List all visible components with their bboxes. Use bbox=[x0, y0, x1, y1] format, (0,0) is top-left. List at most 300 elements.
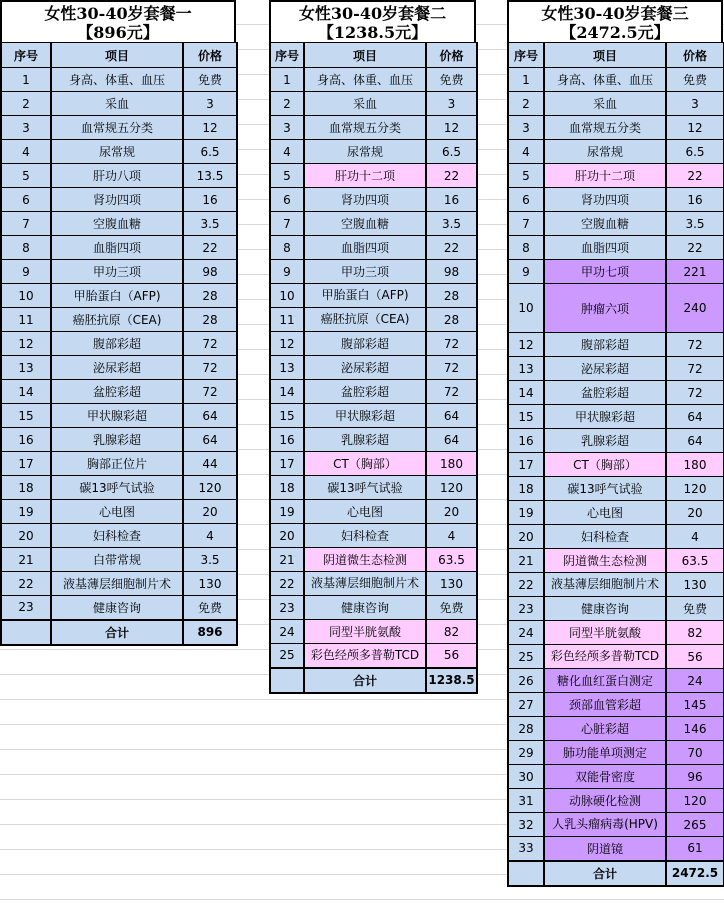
package-1-price: 【896元】 bbox=[77, 23, 159, 42]
row-price: 免费 bbox=[426, 596, 477, 620]
row-number: 3 bbox=[1, 116, 51, 140]
total-row bbox=[508, 861, 724, 886]
row-number: 26 bbox=[508, 669, 544, 693]
package-1-title bbox=[0, 0, 236, 42]
row-number: 2 bbox=[1, 92, 51, 116]
total-blank bbox=[1, 620, 51, 645]
row-item: 采血 bbox=[544, 92, 666, 116]
row-item: 泌尿彩超 bbox=[304, 356, 426, 380]
table-row bbox=[508, 284, 724, 333]
row-item: 妇科检查 bbox=[304, 524, 426, 548]
row-item: 身高、体重、血压 bbox=[304, 68, 426, 92]
row-number: 21 bbox=[1, 548, 51, 572]
row-item: 采血 bbox=[304, 92, 426, 116]
table-row bbox=[270, 236, 477, 260]
row-item: 甲功三项 bbox=[304, 260, 426, 284]
row-number: 23 bbox=[270, 596, 304, 620]
row-number: 29 bbox=[508, 741, 544, 765]
row-price: 12 bbox=[666, 116, 724, 140]
row-price: 145 bbox=[666, 693, 724, 717]
total-blank bbox=[270, 668, 304, 693]
package-1-name: 女性30-40岁套餐一 bbox=[44, 4, 192, 23]
row-price: 28 bbox=[183, 284, 237, 308]
row-price: 3.5 bbox=[183, 548, 237, 572]
table-row bbox=[270, 164, 477, 188]
header-row bbox=[508, 43, 724, 68]
table-row bbox=[270, 260, 477, 284]
row-price: 70 bbox=[666, 741, 724, 765]
row-price: 82 bbox=[426, 620, 477, 644]
row-item: 颈部血管彩超 bbox=[544, 693, 666, 717]
table-row bbox=[1, 500, 237, 524]
total-blank bbox=[508, 861, 544, 886]
row-number: 2 bbox=[270, 92, 304, 116]
row-number: 23 bbox=[508, 597, 544, 621]
row-item: 腹部彩超 bbox=[304, 332, 426, 356]
row-price: 240 bbox=[666, 284, 724, 333]
table-row bbox=[1, 380, 237, 404]
header-row bbox=[270, 43, 477, 68]
row-item: 甲胎蛋白（AFP) bbox=[304, 284, 426, 308]
table-row bbox=[270, 428, 477, 452]
header-no: 序号 bbox=[270, 43, 304, 68]
row-number: 4 bbox=[508, 140, 544, 164]
total-row bbox=[1, 620, 237, 645]
row-price: 120 bbox=[666, 789, 724, 813]
row-price: 72 bbox=[666, 381, 724, 405]
row-number: 5 bbox=[270, 164, 304, 188]
row-price: 82 bbox=[666, 621, 724, 645]
table-row bbox=[1, 260, 237, 284]
header-price: 价格 bbox=[666, 43, 724, 68]
table-row bbox=[270, 308, 477, 332]
row-price: 130 bbox=[666, 573, 724, 597]
row-price: 28 bbox=[183, 308, 237, 332]
row-item: 泌尿彩超 bbox=[51, 356, 183, 380]
row-price: 4 bbox=[426, 524, 477, 548]
row-price: 120 bbox=[426, 476, 477, 500]
row-item: 盆腔彩超 bbox=[304, 380, 426, 404]
row-item: 肾功四项 bbox=[51, 188, 183, 212]
package-2-title bbox=[269, 0, 476, 42]
row-price: 96 bbox=[666, 765, 724, 789]
row-price: 12 bbox=[183, 116, 237, 140]
table-row bbox=[270, 212, 477, 236]
header-price: 价格 bbox=[426, 43, 477, 68]
table-row bbox=[270, 188, 477, 212]
row-number: 9 bbox=[508, 260, 544, 284]
row-number: 4 bbox=[270, 140, 304, 164]
row-item: 液基薄层细胞制片术 bbox=[544, 573, 666, 597]
total-label: 合计 bbox=[51, 620, 183, 645]
row-item: 心电图 bbox=[544, 501, 666, 525]
row-item: 双能骨密度 bbox=[544, 765, 666, 789]
row-item: 尿常规 bbox=[304, 140, 426, 164]
table-row bbox=[270, 116, 477, 140]
row-item: 阴道微生态检测 bbox=[304, 548, 426, 572]
row-number: 23 bbox=[1, 596, 51, 620]
row-number: 12 bbox=[508, 333, 544, 357]
row-item: 血常规五分类 bbox=[51, 116, 183, 140]
row-price: 24 bbox=[666, 669, 724, 693]
table-row bbox=[508, 789, 724, 813]
row-number: 17 bbox=[270, 452, 304, 476]
row-number: 6 bbox=[270, 188, 304, 212]
table-row bbox=[508, 477, 724, 501]
row-item: 肝功十二项 bbox=[304, 164, 426, 188]
package-2 bbox=[269, 0, 476, 694]
total-row bbox=[270, 668, 477, 693]
table-row bbox=[270, 332, 477, 356]
total-value: 896 bbox=[183, 620, 237, 645]
row-number: 19 bbox=[508, 501, 544, 525]
row-item: 肾功四项 bbox=[544, 188, 666, 212]
row-price: 28 bbox=[426, 308, 477, 332]
package-3-name: 女性30-40岁套餐三 bbox=[541, 4, 689, 23]
row-number: 2 bbox=[508, 92, 544, 116]
table-row bbox=[508, 68, 724, 92]
row-number: 20 bbox=[508, 525, 544, 549]
row-price: 180 bbox=[426, 452, 477, 476]
row-item: 液基薄层细胞制片术 bbox=[304, 572, 426, 596]
table-row bbox=[270, 452, 477, 476]
row-price: 72 bbox=[426, 380, 477, 404]
table-row bbox=[1, 284, 237, 308]
row-number: 16 bbox=[508, 429, 544, 453]
row-item: 采血 bbox=[51, 92, 183, 116]
row-item: 动脉硬化检测 bbox=[544, 789, 666, 813]
table-row bbox=[1, 524, 237, 548]
row-price: 64 bbox=[426, 428, 477, 452]
row-number: 8 bbox=[270, 236, 304, 260]
total-value: 2472.5 bbox=[666, 861, 724, 886]
header-item: 项目 bbox=[304, 43, 426, 68]
row-price: 22 bbox=[666, 236, 724, 260]
row-number: 22 bbox=[1, 572, 51, 596]
row-number: 14 bbox=[270, 380, 304, 404]
row-number: 1 bbox=[508, 68, 544, 92]
row-item: 腹部彩超 bbox=[51, 332, 183, 356]
row-price: 免费 bbox=[666, 597, 724, 621]
row-number: 20 bbox=[270, 524, 304, 548]
row-price: 22 bbox=[426, 236, 477, 260]
row-item: 心电图 bbox=[51, 500, 183, 524]
row-number: 7 bbox=[270, 212, 304, 236]
row-price: 72 bbox=[183, 380, 237, 404]
row-price: 免费 bbox=[183, 596, 237, 620]
row-price: 64 bbox=[183, 404, 237, 428]
row-price: 72 bbox=[183, 356, 237, 380]
table-row bbox=[508, 621, 724, 645]
table-row bbox=[508, 741, 724, 765]
row-item: 空腹血糖 bbox=[304, 212, 426, 236]
table-row bbox=[508, 453, 724, 477]
row-price: 72 bbox=[426, 332, 477, 356]
row-number: 7 bbox=[1, 212, 51, 236]
table-row bbox=[1, 236, 237, 260]
row-item: 血常规五分类 bbox=[304, 116, 426, 140]
row-item: 心电图 bbox=[304, 500, 426, 524]
row-price: 16 bbox=[426, 188, 477, 212]
row-price: 3 bbox=[183, 92, 237, 116]
row-item: 空腹血糖 bbox=[51, 212, 183, 236]
row-price: 120 bbox=[183, 476, 237, 500]
table-row bbox=[270, 548, 477, 572]
row-number: 13 bbox=[1, 356, 51, 380]
row-number: 13 bbox=[508, 357, 544, 381]
row-number: 6 bbox=[508, 188, 544, 212]
row-item: 胸部正位片 bbox=[51, 452, 183, 476]
row-number: 27 bbox=[508, 693, 544, 717]
table-row bbox=[508, 140, 724, 164]
row-number: 15 bbox=[1, 404, 51, 428]
header-item: 项目 bbox=[51, 43, 183, 68]
table-row bbox=[270, 500, 477, 524]
row-number: 9 bbox=[270, 260, 304, 284]
header-item: 项目 bbox=[544, 43, 666, 68]
row-item: 碳13呼气试验 bbox=[304, 476, 426, 500]
row-price: 3 bbox=[426, 92, 477, 116]
row-item: 血脂四项 bbox=[51, 236, 183, 260]
table-row bbox=[270, 644, 477, 668]
table-row bbox=[508, 597, 724, 621]
row-price: 3 bbox=[666, 92, 724, 116]
row-number: 18 bbox=[1, 476, 51, 500]
table-row bbox=[508, 693, 724, 717]
row-number: 15 bbox=[270, 404, 304, 428]
row-price: 20 bbox=[183, 500, 237, 524]
row-item: 碳13呼气试验 bbox=[544, 477, 666, 501]
table-row bbox=[270, 620, 477, 644]
table-row bbox=[1, 332, 237, 356]
row-price: 16 bbox=[183, 188, 237, 212]
row-price: 4 bbox=[183, 524, 237, 548]
table-row bbox=[270, 524, 477, 548]
row-item: 肿瘤六项 bbox=[544, 284, 666, 333]
row-item: 健康咨询 bbox=[304, 596, 426, 620]
table-row bbox=[1, 596, 237, 620]
table-row bbox=[508, 573, 724, 597]
row-number: 33 bbox=[508, 837, 544, 861]
row-item: 甲状腺彩超 bbox=[304, 404, 426, 428]
row-item: 乳腺彩超 bbox=[544, 429, 666, 453]
header-price: 价格 bbox=[183, 43, 237, 68]
row-price: 4 bbox=[666, 525, 724, 549]
table-row bbox=[1, 92, 237, 116]
row-number: 14 bbox=[508, 381, 544, 405]
row-item: 乳腺彩超 bbox=[51, 428, 183, 452]
row-item: 彩色经颅多普勒TCD bbox=[304, 644, 426, 668]
row-number: 6 bbox=[1, 188, 51, 212]
table-row bbox=[1, 572, 237, 596]
row-price: 64 bbox=[666, 429, 724, 453]
table-row bbox=[1, 548, 237, 572]
total-label: 合计 bbox=[544, 861, 666, 886]
row-price: 3.5 bbox=[183, 212, 237, 236]
table-row bbox=[270, 572, 477, 596]
header-no: 序号 bbox=[508, 43, 544, 68]
row-number: 20 bbox=[1, 524, 51, 548]
row-price: 63.5 bbox=[426, 548, 477, 572]
header-no: 序号 bbox=[1, 43, 51, 68]
table-row bbox=[508, 333, 724, 357]
row-price: 130 bbox=[426, 572, 477, 596]
row-number: 10 bbox=[270, 284, 304, 308]
table-row bbox=[270, 596, 477, 620]
total-label: 合计 bbox=[304, 668, 426, 693]
row-number: 11 bbox=[270, 308, 304, 332]
row-number: 30 bbox=[508, 765, 544, 789]
row-item: 空腹血糖 bbox=[544, 212, 666, 236]
table-row bbox=[270, 356, 477, 380]
row-number: 25 bbox=[508, 645, 544, 669]
table-row bbox=[1, 164, 237, 188]
row-number: 28 bbox=[508, 717, 544, 741]
row-number: 11 bbox=[1, 308, 51, 332]
table-row bbox=[1, 356, 237, 380]
table-row bbox=[270, 284, 477, 308]
table-row bbox=[270, 404, 477, 428]
row-item: 阴道镜 bbox=[544, 837, 666, 861]
row-price: 6.5 bbox=[183, 140, 237, 164]
row-number: 12 bbox=[270, 332, 304, 356]
row-price: 12 bbox=[426, 116, 477, 140]
row-number: 1 bbox=[1, 68, 51, 92]
table-row bbox=[1, 116, 237, 140]
table-row bbox=[270, 380, 477, 404]
row-number: 7 bbox=[508, 212, 544, 236]
table-row bbox=[508, 212, 724, 236]
table-row bbox=[508, 357, 724, 381]
row-item: 碳13呼气试验 bbox=[51, 476, 183, 500]
row-number: 24 bbox=[270, 620, 304, 644]
table-row bbox=[1, 68, 237, 92]
table-row bbox=[508, 381, 724, 405]
row-item: 尿常规 bbox=[544, 140, 666, 164]
package-1 bbox=[0, 0, 236, 646]
row-number: 5 bbox=[508, 164, 544, 188]
row-item: 白带常规 bbox=[51, 548, 183, 572]
row-item: 乳腺彩超 bbox=[304, 428, 426, 452]
row-price: 20 bbox=[426, 500, 477, 524]
package-2-table bbox=[269, 42, 478, 694]
row-number: 9 bbox=[1, 260, 51, 284]
table-row bbox=[1, 428, 237, 452]
total-value: 1238.5 bbox=[426, 668, 477, 693]
row-price: 28 bbox=[426, 284, 477, 308]
row-price: 22 bbox=[666, 164, 724, 188]
row-item: 癌胚抗原（CEA) bbox=[304, 308, 426, 332]
table-row bbox=[508, 92, 724, 116]
row-price: 13.5 bbox=[183, 164, 237, 188]
row-item: 彩色经颅多普勒TCD bbox=[544, 645, 666, 669]
table-row bbox=[508, 501, 724, 525]
row-price: 免费 bbox=[426, 68, 477, 92]
row-number: 22 bbox=[508, 573, 544, 597]
table-row bbox=[508, 164, 724, 188]
table-row bbox=[508, 717, 724, 741]
row-price: 22 bbox=[183, 236, 237, 260]
row-item: 癌胚抗原（CEA) bbox=[51, 308, 183, 332]
table-row bbox=[270, 476, 477, 500]
row-number: 8 bbox=[508, 236, 544, 260]
row-number: 8 bbox=[1, 236, 51, 260]
row-item: 肾功四项 bbox=[304, 188, 426, 212]
row-item: 心脏彩超 bbox=[544, 717, 666, 741]
row-number: 18 bbox=[270, 476, 304, 500]
row-number: 3 bbox=[508, 116, 544, 140]
row-price: 98 bbox=[183, 260, 237, 284]
row-number: 4 bbox=[1, 140, 51, 164]
table-row bbox=[508, 188, 724, 212]
row-item: 阴道微生态检测 bbox=[544, 549, 666, 573]
table-row bbox=[508, 813, 724, 837]
row-number: 31 bbox=[508, 789, 544, 813]
row-price: 63.5 bbox=[666, 549, 724, 573]
table-row bbox=[1, 452, 237, 476]
row-number: 32 bbox=[508, 813, 544, 837]
row-item: 盆腔彩超 bbox=[544, 381, 666, 405]
row-item: 身高、体重、血压 bbox=[544, 68, 666, 92]
row-price: 免费 bbox=[666, 68, 724, 92]
row-price: 265 bbox=[666, 813, 724, 837]
table-row bbox=[508, 116, 724, 140]
row-number: 1 bbox=[270, 68, 304, 92]
row-price: 72 bbox=[426, 356, 477, 380]
row-item: 腹部彩超 bbox=[544, 333, 666, 357]
row-item: 人乳头瘤病毒(HPV) bbox=[544, 813, 666, 837]
table-row bbox=[1, 404, 237, 428]
header-row bbox=[1, 43, 237, 68]
table-row bbox=[508, 645, 724, 669]
row-price: 20 bbox=[666, 501, 724, 525]
table-row bbox=[1, 188, 237, 212]
row-number: 12 bbox=[1, 332, 51, 356]
package-3-table bbox=[507, 42, 724, 887]
row-price: 130 bbox=[183, 572, 237, 596]
table-row bbox=[508, 429, 724, 453]
row-price: 44 bbox=[183, 452, 237, 476]
row-item: 尿常规 bbox=[51, 140, 183, 164]
row-price: 64 bbox=[666, 405, 724, 429]
row-price: 22 bbox=[426, 164, 477, 188]
row-price: 64 bbox=[183, 428, 237, 452]
package-3 bbox=[507, 0, 723, 887]
row-number: 25 bbox=[270, 644, 304, 668]
row-item: CT（胸部） bbox=[544, 453, 666, 477]
row-item: 盆腔彩超 bbox=[51, 380, 183, 404]
row-number: 13 bbox=[270, 356, 304, 380]
row-number: 5 bbox=[1, 164, 51, 188]
row-number: 16 bbox=[270, 428, 304, 452]
row-number: 16 bbox=[1, 428, 51, 452]
row-number: 19 bbox=[270, 500, 304, 524]
package-3-price: 【2472.5元】 bbox=[560, 23, 670, 42]
table-row bbox=[508, 837, 724, 861]
table-row bbox=[270, 92, 477, 116]
package-2-price: 【1238.5元】 bbox=[317, 23, 428, 42]
row-number: 22 bbox=[270, 572, 304, 596]
row-item: 泌尿彩超 bbox=[544, 357, 666, 381]
row-price: 免费 bbox=[183, 68, 237, 92]
row-number: 15 bbox=[508, 405, 544, 429]
row-price: 61 bbox=[666, 837, 724, 861]
table-row bbox=[1, 308, 237, 332]
row-item: 甲胎蛋白（AFP) bbox=[51, 284, 183, 308]
row-price: 56 bbox=[666, 645, 724, 669]
row-price: 72 bbox=[666, 357, 724, 381]
table-row bbox=[508, 669, 724, 693]
